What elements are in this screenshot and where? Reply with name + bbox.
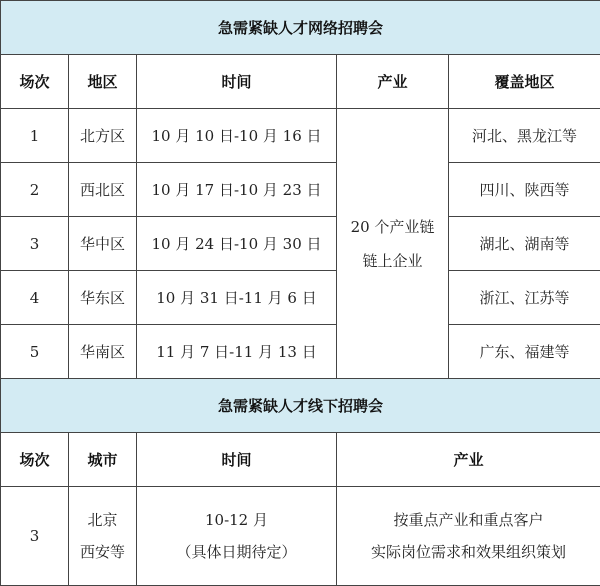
time-range: 10 月 17 日-10 月 23 日 (137, 163, 337, 217)
industry-plan-line-2: 实际岗位需求和效果组织策划 (337, 536, 600, 568)
header-industry: 产业 (337, 433, 600, 487)
header-session: 场次 (1, 433, 69, 487)
header-time: 时间 (137, 55, 337, 109)
table-row (1, 163, 600, 217)
header-time: 时间 (137, 433, 337, 487)
region-name: 华中区 (69, 217, 137, 271)
online-fair-title: 急需紧缺人才网络招聘会 (1, 1, 600, 55)
header-region: 地区 (69, 55, 137, 109)
region-name: 西北区 (69, 163, 137, 217)
table-row (1, 325, 600, 379)
region-name: 北方区 (69, 109, 137, 163)
time-range: 10 月 31 日-11 月 6 日 (137, 271, 337, 325)
table-row (1, 487, 600, 586)
header-industry: 产业 (337, 55, 449, 109)
offline-fair-title: 急需紧缺人才线下招聘会 (1, 379, 600, 433)
industry-cell (337, 109, 449, 379)
city-cell (69, 487, 137, 586)
industry-plan-cell (337, 487, 600, 586)
time-cell (137, 487, 337, 586)
coverage-area: 四川、陕西等 (449, 163, 600, 217)
industry-line-2: 链上企业 (337, 244, 448, 278)
time-range: 10 月 24 日-10 月 30 日 (137, 217, 337, 271)
time-range: 11 月 7 日-11 月 13 日 (137, 325, 337, 379)
session-number: 3 (1, 217, 69, 271)
session-number: 2 (1, 163, 69, 217)
session-number: 4 (1, 271, 69, 325)
coverage-area: 湖北、湖南等 (449, 217, 600, 271)
coverage-area: 河北、黑龙江等 (449, 109, 600, 163)
industry-plan-line-1: 按重点产业和重点客户 (337, 504, 600, 536)
region-name: 华东区 (69, 271, 137, 325)
header-city: 城市 (69, 433, 137, 487)
session-number: 5 (1, 325, 69, 379)
time-line-1: 10-12 月 (137, 504, 336, 536)
table-row (1, 109, 600, 163)
header-session: 场次 (1, 55, 69, 109)
city-line-1: 北京 (69, 504, 136, 536)
table-row (1, 217, 600, 271)
time-line-2: （具体日期待定） (137, 536, 336, 568)
region-name: 华南区 (69, 325, 137, 379)
table-row (1, 271, 600, 325)
coverage-area: 浙江、江苏等 (449, 271, 600, 325)
header-coverage: 覆盖地区 (449, 55, 600, 109)
city-line-2: 西安等 (69, 536, 136, 568)
industry-line-1: 20 个产业链 (337, 210, 448, 244)
coverage-area: 广东、福建等 (449, 325, 600, 379)
session-number: 3 (1, 487, 69, 586)
session-number: 1 (1, 109, 69, 163)
time-range: 10 月 10 日-10 月 16 日 (137, 109, 337, 163)
